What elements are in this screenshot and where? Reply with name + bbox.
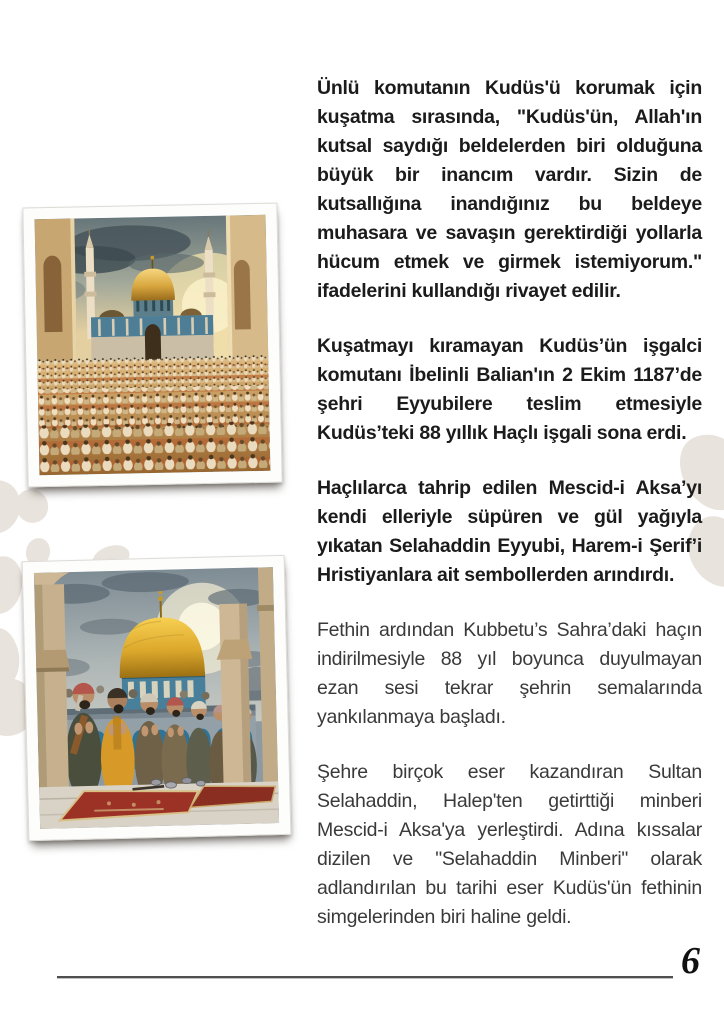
photo-frame-kneeling-prayer [22, 555, 292, 841]
article-body [317, 74, 702, 958]
footer-rule [57, 976, 673, 978]
paragraph-minbar-of-saladin: Şehre birçok eser kazandıran Sultan Selahaddin, Halep'ten getirttiği minberi Mescid-i Aksa'ya yerleştirdi. Adına kıssalar dizilen ve "Selahaddin Minberi" olarak adlandırılan bu tarihi eser Kudüs'ün fethinin simgelerinden biri haline geldi. [317, 761, 702, 928]
page-number: 6 [681, 940, 700, 982]
paragraph-adhan-returns: Fethin ardından Kubbetu’s Sahra’daki haçın indirilmesiyle 88 yıl boyunca duyulmayan ezan sesi tekrar şehrin semalarında yankılanmaya başladı. [317, 619, 702, 728]
paragraph-cleansing-aqsa: Haçlılarca tahrip edilen Mescid-i Aksa’yı kendi elleriyle süpüren ve gül yağıyla yıkatan Selahaddin Eyyubi, Harem-i Şerif’i Hristiyanlara ait sembollerden arındırdı. [317, 477, 702, 586]
photo-crowd-prayer-illustration [35, 215, 271, 475]
photo-frame-crowd-prayer [22, 203, 282, 488]
paragraph-surrender-1187: Kuşatmayı kıramayan Kudüs’ün işgalci komutanı İbelinli Balian'ın 2 Ekim 1187’de şehri Eyyubilere teslim etmesiyle Kudüs’teki 88 yıllık Haçlı işgali sona erdi. [317, 335, 702, 444]
photo-crowd-prayer-dome [35, 215, 271, 475]
photo-kneeling-prayer-dome [34, 567, 279, 829]
paragraph-quote-saladin: Ünlü komutanın Kudüs'ü korumak için kuşatma sırasında, "Kudüs'ün, Allah'ın kutsal saydığı beldelerden biri olduğuna büyük bir inancım vardır. Sizin de kutsallığına inandığınız bu beldeye muhasara ve savaşın gerektirdiği yollarla hücum etmek ve girmek istemiyorum." ifadelerini kullandığı rivayet edilir. [317, 77, 702, 302]
photo-kneeling-prayer-illustration [34, 567, 279, 829]
